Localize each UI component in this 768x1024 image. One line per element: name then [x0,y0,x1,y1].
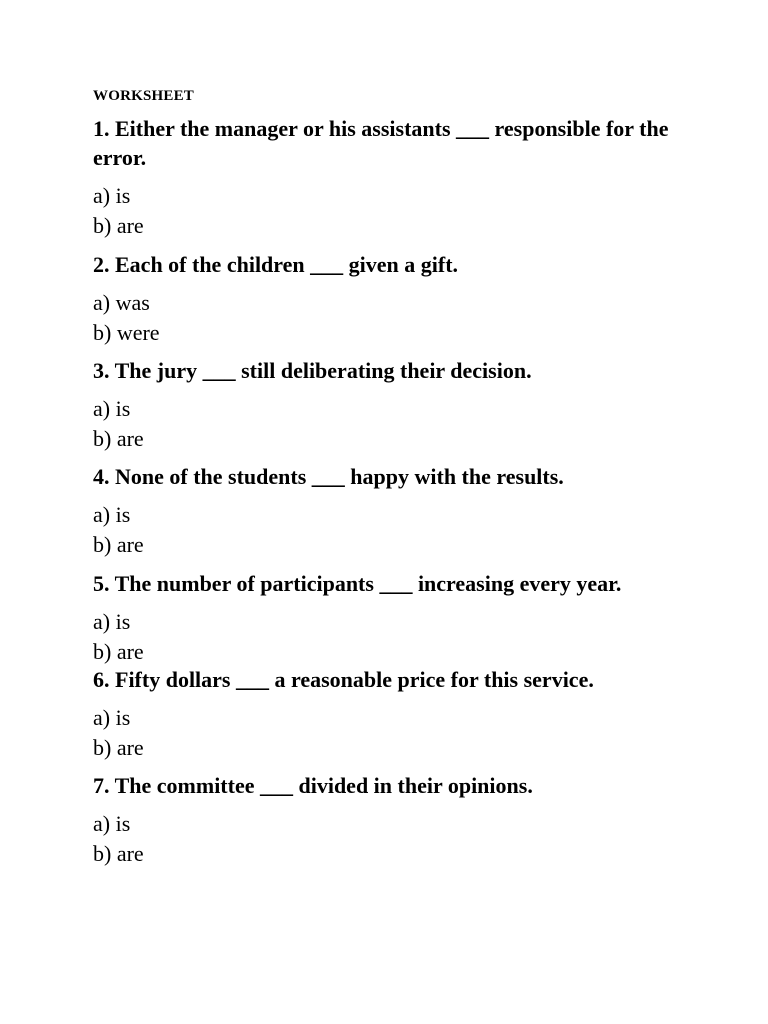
option-a: a) was [93,290,150,315]
option-b: b) were [93,319,160,345]
question-text: 7. The committee ___ divided in their opinions. [93,773,533,798]
option-a: a) is [93,396,131,421]
option-b: b) are [93,425,144,451]
option-a: a) is [93,502,131,527]
option-b: b) are [93,840,144,866]
question-text: 6. Fifty dollars ___ a reasonable price for this service. [93,667,594,692]
question-text: 4. None of the students ___ happy with the results. [93,464,564,489]
worksheet-title: WORKSHEET [93,88,194,104]
option-b: b) are [93,212,144,238]
question-7 [93,771,683,868]
options-list [93,607,683,666]
question-6 [93,665,683,762]
option-a: a) is [93,183,131,208]
option-a: a) is [93,609,131,634]
option-b: b) are [93,531,144,557]
option-a: a) is [93,811,131,836]
question-4 [93,462,683,559]
options-list [93,181,683,240]
question-3 [93,356,683,453]
question-1 [93,114,683,240]
question-text: 1. Either the manager or his assistants ___ responsible for the error. [93,116,669,170]
options-list [93,394,683,453]
option-b: b) are [93,734,144,760]
question-text: 2. Each of the children ___ given a gift. [93,252,459,277]
option-a: a) is [93,705,131,730]
question-2 [93,250,683,347]
question-text: 5. The number of participants ___ increasing every year. [93,571,622,596]
options-list [93,500,683,559]
question-5 [93,569,683,666]
options-list [93,809,683,868]
option-b: b) are [93,638,144,664]
options-list [93,288,683,347]
question-text: 3. The jury ___ still deliberating their decision. [93,358,532,383]
options-list [93,703,683,762]
